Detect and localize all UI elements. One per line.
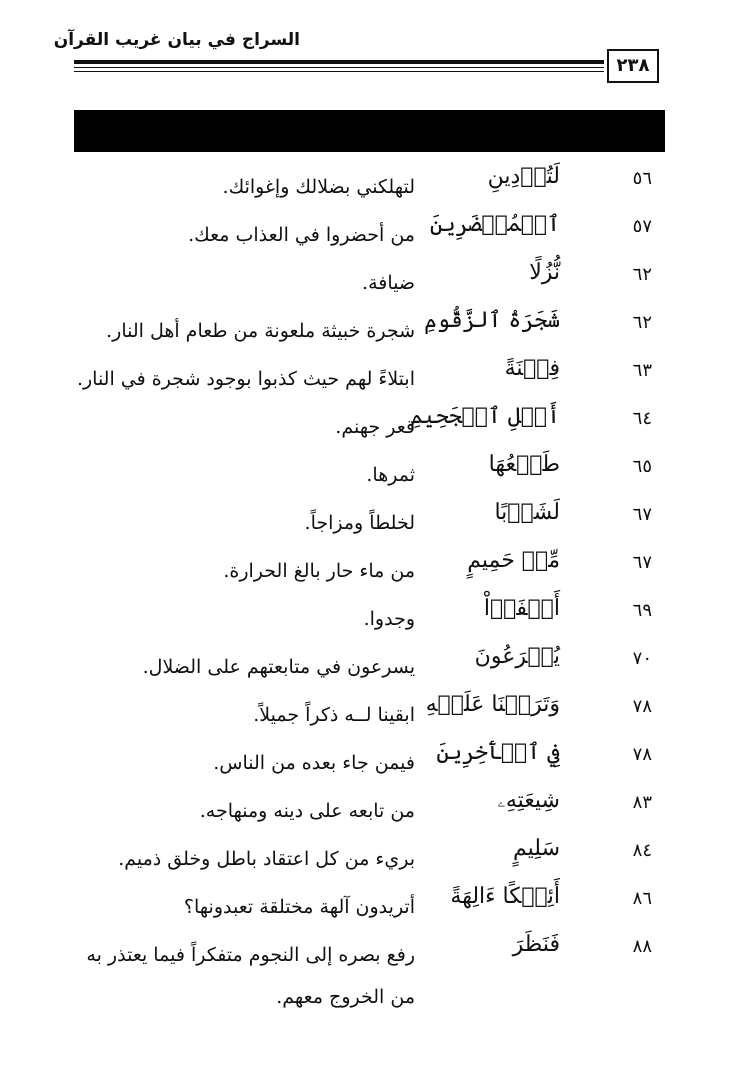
word-meaning: من تابعه على دينه ومنهاجه. bbox=[199, 800, 415, 822]
word-meaning: من ماء حار بالغ الحرارة. bbox=[223, 560, 415, 582]
quran-word: أَئِفۡكًا ءَالِهَةً bbox=[450, 884, 560, 909]
verse-number: ٦٢ bbox=[632, 312, 652, 333]
glossary-entry bbox=[0, 880, 755, 924]
word-meaning: لتهلكني بضلالك وإغوائك. bbox=[222, 176, 415, 198]
verse-number: ٦٢ bbox=[632, 264, 652, 285]
word-meaning: وجدوا. bbox=[363, 608, 415, 630]
word-meaning: ثمرها. bbox=[366, 464, 415, 486]
quran-word: سَلِيمٍ bbox=[513, 836, 560, 861]
quran-word: يُهۡرَعُونَ bbox=[474, 644, 560, 669]
quran-word: طَلۡعُهَا bbox=[488, 452, 560, 477]
word-meaning: ابتلاءً لهم حيث كذبوا بوجود شجرة في النار. bbox=[76, 368, 415, 390]
header-rule bbox=[74, 60, 604, 64]
verse-number: ٦٩ bbox=[632, 600, 652, 621]
verse-number: ٦٧ bbox=[632, 504, 652, 525]
word-meaning: لخلطاً ومزاجاً. bbox=[304, 512, 415, 534]
quran-word: فَنَظَرَ bbox=[512, 932, 560, 957]
verse-number: ٦٧ bbox=[632, 552, 652, 573]
verse-number: ٦٥ bbox=[632, 456, 652, 477]
glossary-entry bbox=[0, 400, 755, 444]
word-meaning: فيمن جاء بعده من الناس. bbox=[213, 752, 415, 774]
quran-word: أَصۡلِ ٱلۡجَحِيمِ bbox=[409, 404, 560, 429]
glossary-entry bbox=[0, 208, 755, 252]
quran-word: شَجَرَةُ ٱلزَّقُّومِ bbox=[424, 308, 560, 333]
quran-word: مِّنۡ حَمِيمٍ bbox=[467, 548, 560, 573]
verse-number: ٨٨ bbox=[632, 936, 652, 957]
section-header-band bbox=[74, 110, 665, 152]
quran-word: ٱلۡمُحۡضَرِينَ bbox=[429, 212, 560, 237]
header-rule-thin bbox=[74, 67, 604, 68]
glossary-entry bbox=[0, 304, 755, 348]
quran-word: أَلۡفَوۡاْ bbox=[483, 596, 560, 621]
word-meaning: يسرعون في متابعتهم على الضلال. bbox=[142, 656, 415, 678]
verse-number: ٨٤ bbox=[632, 840, 652, 861]
glossary-entry bbox=[0, 688, 755, 732]
verse-number: ٥٧ bbox=[632, 216, 652, 237]
word-meaning: بريء من كل اعتقاد باطل وخلق ذميم. bbox=[118, 848, 415, 870]
glossary-entry bbox=[0, 832, 755, 876]
quran-word: وَتَرَكۡنَا عَلَيۡهِ bbox=[425, 692, 560, 717]
verse-number: ٧٨ bbox=[632, 696, 652, 717]
word-meaning: من أحضروا في العذاب معك. bbox=[188, 224, 415, 246]
verse-number: ٨٣ bbox=[632, 792, 652, 813]
glossary-entry bbox=[0, 160, 755, 204]
word-meaning: رفع بصره إلى النجوم متفكراً فيما يعتذر به من الخروج معهم. bbox=[86, 944, 415, 1008]
verse-number: ٨٦ bbox=[632, 888, 652, 909]
glossary-entry bbox=[0, 928, 755, 1008]
verse-number: ٦٣ bbox=[632, 360, 652, 381]
verse-number: ٧٨ bbox=[632, 744, 652, 765]
header-rule-thin-2 bbox=[74, 71, 604, 72]
glossary-entry bbox=[0, 736, 755, 780]
quran-word: شِيعَتِهِۦ bbox=[497, 788, 560, 813]
quran-word: فِي ٱلۡأٓخِرِينَ bbox=[436, 740, 560, 765]
glossary-entry bbox=[0, 496, 755, 540]
glossary-entry bbox=[0, 640, 755, 684]
word-meaning: ضيافة. bbox=[362, 272, 415, 294]
quran-word: نُّزُلًا bbox=[529, 260, 560, 285]
word-meaning: قعر جهنم. bbox=[335, 416, 415, 438]
verse-number: ٧٠ bbox=[632, 648, 652, 669]
quran-word: لَتُرۡدِينِ bbox=[487, 164, 560, 189]
word-meaning: ابقينا لــه ذكراً جميلاً. bbox=[253, 704, 415, 726]
glossary-entry bbox=[0, 448, 755, 492]
glossary-entry bbox=[0, 352, 755, 396]
word-meaning: أتريدون آلهة مختلقة تعبدونها؟ bbox=[183, 896, 415, 918]
verse-number: ٥٦ bbox=[632, 168, 652, 189]
verse-number: ٦٤ bbox=[632, 408, 652, 429]
word-meaning: شجرة خبيثة ملعونة من طعام أهل النار. bbox=[106, 320, 415, 342]
page-number: ٢٣٨ bbox=[607, 49, 659, 83]
glossary-entry bbox=[0, 544, 755, 588]
glossary-entry bbox=[0, 592, 755, 636]
book-title: السراج في بيان غريب القرآن bbox=[53, 30, 300, 50]
glossary-entry bbox=[0, 256, 755, 300]
quran-word: لَشَوۡبًا bbox=[494, 500, 560, 525]
glossary-entry bbox=[0, 784, 755, 828]
quran-word: فِتۡنَةً bbox=[504, 356, 560, 381]
